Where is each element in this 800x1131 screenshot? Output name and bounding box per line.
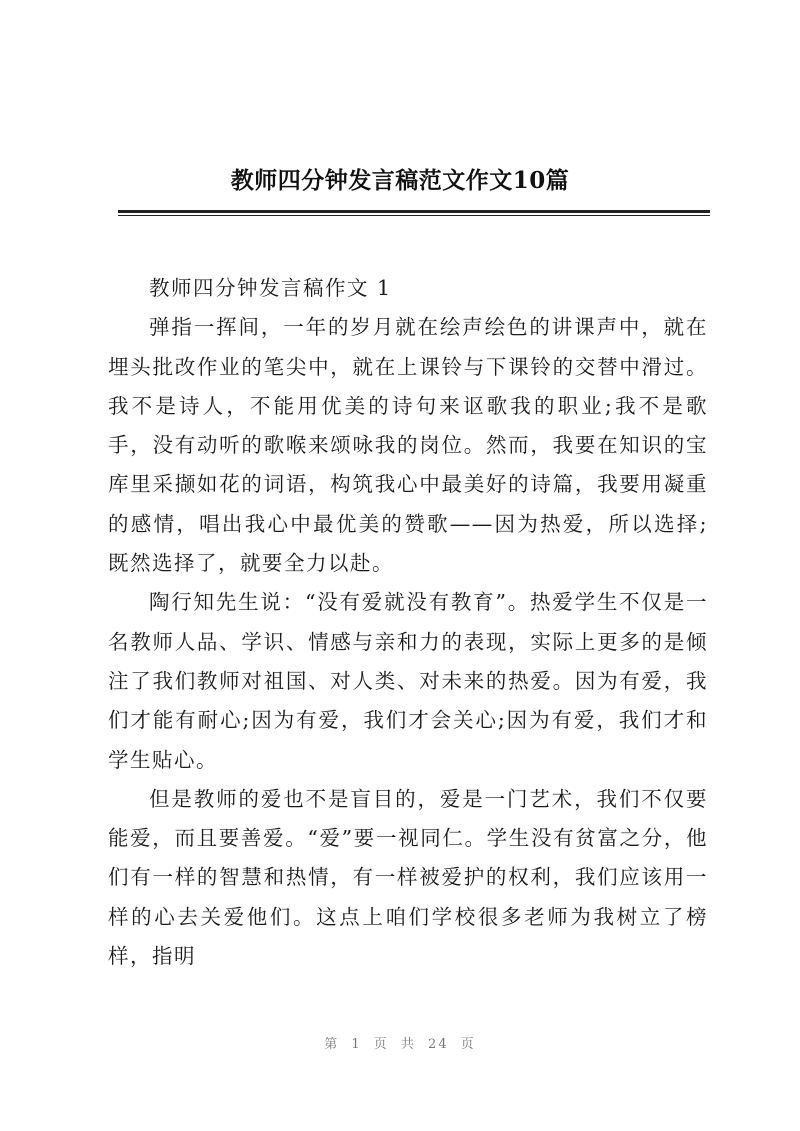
- title-divider-thin: [118, 215, 710, 216]
- paragraph-2: 陶行知先生说：“没有爱就没有教育”。热爱学生不仅是一名教师人品、学识、情感与亲和力的表现，实际上更多的是倾注了我们教师对祖国、对人类、对未来的热爱。因为有爱，我们才能有耐心;因为有爱，我们才会关心;因为有爱，我们才和学生贴心。: [108, 590, 708, 772]
- document-body: [108, 269, 708, 976]
- page-footer: 第 1 页 共 24 页: [324, 1037, 476, 1052]
- paragraph-1: 弹指一挥间，一年的岁月就在绘声绘色的讲课声中，就在埋头批改作业的笔尖中，就在上课铃与下课铃的交替中滑过。我不是诗人，不能用优美的诗句来讴歌我的职业;我不是歌手，没有动听的歌喉来颂咏我的岗位。然而，我要在知识的宝库里采撷如花的词语，构筑我心中最美好的诗篇，我要用凝重的感情，唱出我心中最优美的赞歌——因为热爱，所以选择;既然选择了，就要全力以赴。: [108, 315, 708, 576]
- paragraph-3: 但是教师的爱也不是盲目的，爱是一门艺术，我们不仅要能爱，而且要善爱。“爱”要一视同仁。学生没有贫富之分，他们有一样的智慧和热情，有一样被爱护的权利，我们应该用一样的心去关爱他们。这点上咱们学校很多老师为我树立了榜样，指明: [108, 786, 708, 969]
- section-heading: 教师四分钟发言稿作文 1: [149, 276, 392, 300]
- document-title: 教师四分钟发言稿范文作文10篇: [230, 167, 570, 194]
- title-divider: [118, 210, 710, 213]
